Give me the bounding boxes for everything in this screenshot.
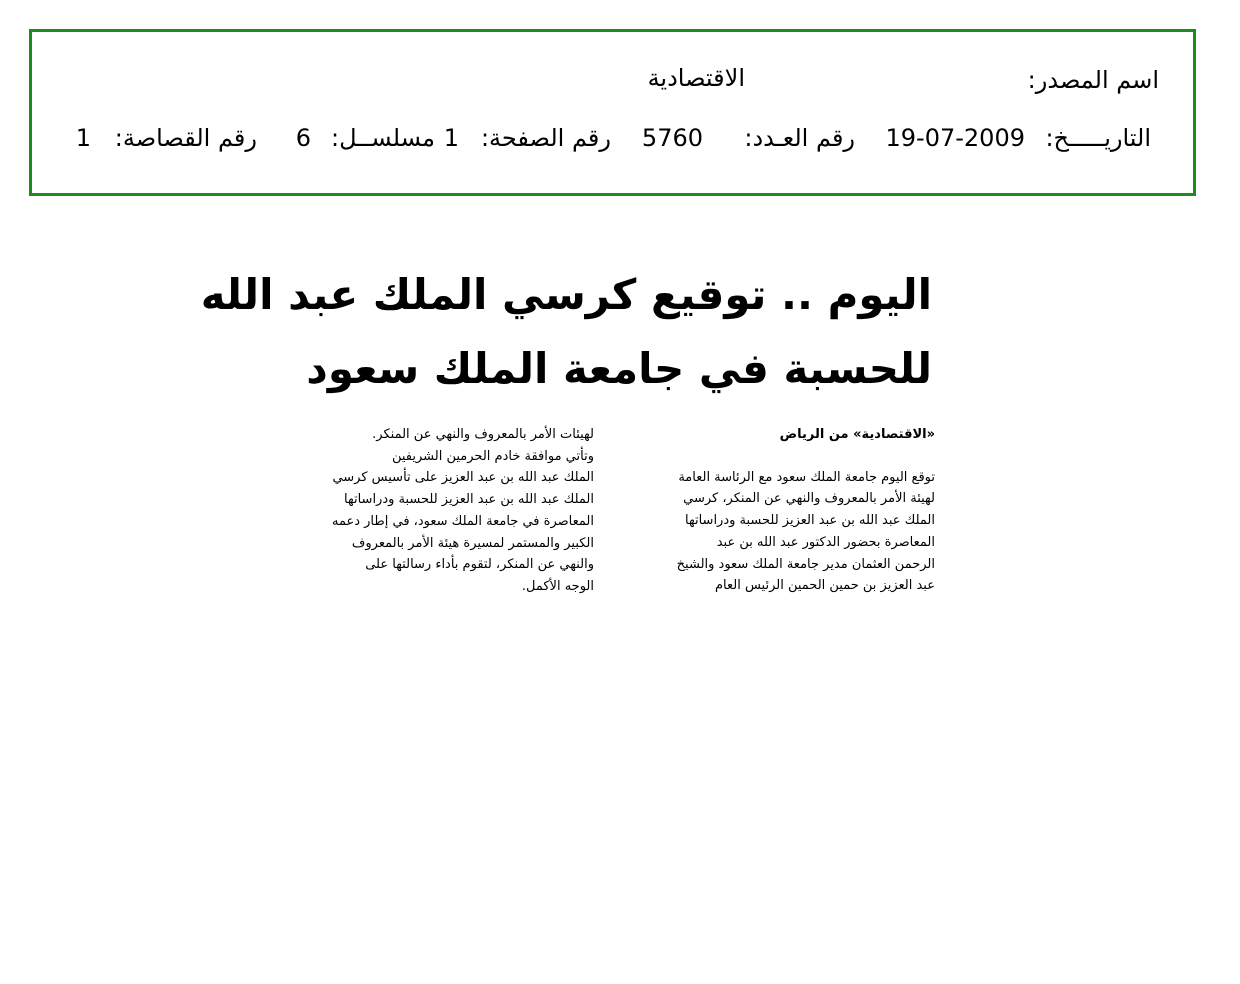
article-line: المعاصرة بحضور الدكتور عبد الله بن عبد xyxy=(716,534,935,550)
page-value: 1 xyxy=(443,124,459,152)
clip-value: 1 xyxy=(75,124,91,152)
serial-value: 6 xyxy=(295,124,311,152)
serial-label: مسلســل: xyxy=(331,124,435,152)
issue-label: رقم العـدد: xyxy=(744,124,855,152)
source-label: اسم المصدر: xyxy=(1027,66,1159,94)
article-byline: «الاقتصادية» من الرياض xyxy=(779,427,935,442)
article-line: الملك عبد الله بن عبد العزيز على تأسيس كرسي xyxy=(332,470,594,486)
column-spacer xyxy=(617,446,935,467)
article-line: الملك عبد الله بن عبد العزيز للحسبة ودراساتها xyxy=(344,492,594,508)
article-line: لهيئة الأمر بالمعروف والنهي عن المنكر، كرسي xyxy=(683,491,935,507)
article-column-left xyxy=(276,424,594,598)
article-line: الملك عبد الله بن عبد العزيز للحسبة ودراساتها xyxy=(685,513,935,529)
article-line: الكبير والمستمر لمسيرة هيئة الأمر بالمعروف xyxy=(351,535,594,551)
date-label: التاريـــــخ: xyxy=(1045,124,1151,152)
article-line: عبد العزيز بن حمين الحمين الرئيس العام xyxy=(714,578,935,594)
article-line: لهيئات الأمر بالمعروف والنهي عن المنكر. xyxy=(372,427,594,442)
page-label: رقم الصفحة: xyxy=(480,124,611,152)
clipping-metadata-box xyxy=(29,29,1196,196)
article-line: الرحمن العثمان مدير جامعة الملك سعود والشيخ xyxy=(676,556,935,572)
article-headline-line-2: للحسبة في جامعة الملك سعود xyxy=(306,344,932,393)
article-line: المعاصرة في جامعة الملك سعود، في إطار دعمه xyxy=(331,513,594,529)
article-line: توقع اليوم جامعة الملك سعود مع الرئاسة العامة xyxy=(678,469,935,485)
source-value: الاقتصادية xyxy=(647,64,745,92)
article-headline-line-1: اليوم .. توقيع كرسي الملك عبد الله xyxy=(200,270,932,319)
clip-label: رقم القصاصة: xyxy=(114,124,257,152)
date-value: 19-07-2009 xyxy=(885,124,1025,152)
issue-value: 5760 xyxy=(641,124,703,152)
article-line: الوجه الأكمل. xyxy=(521,578,594,594)
article-line: والنهي عن المنكر، لتقوم بأداء رسالتها على xyxy=(365,557,594,573)
article-line: وتأتي موافقة خادم الحرمين الشريفين xyxy=(391,448,594,464)
article-column-right xyxy=(617,424,935,597)
